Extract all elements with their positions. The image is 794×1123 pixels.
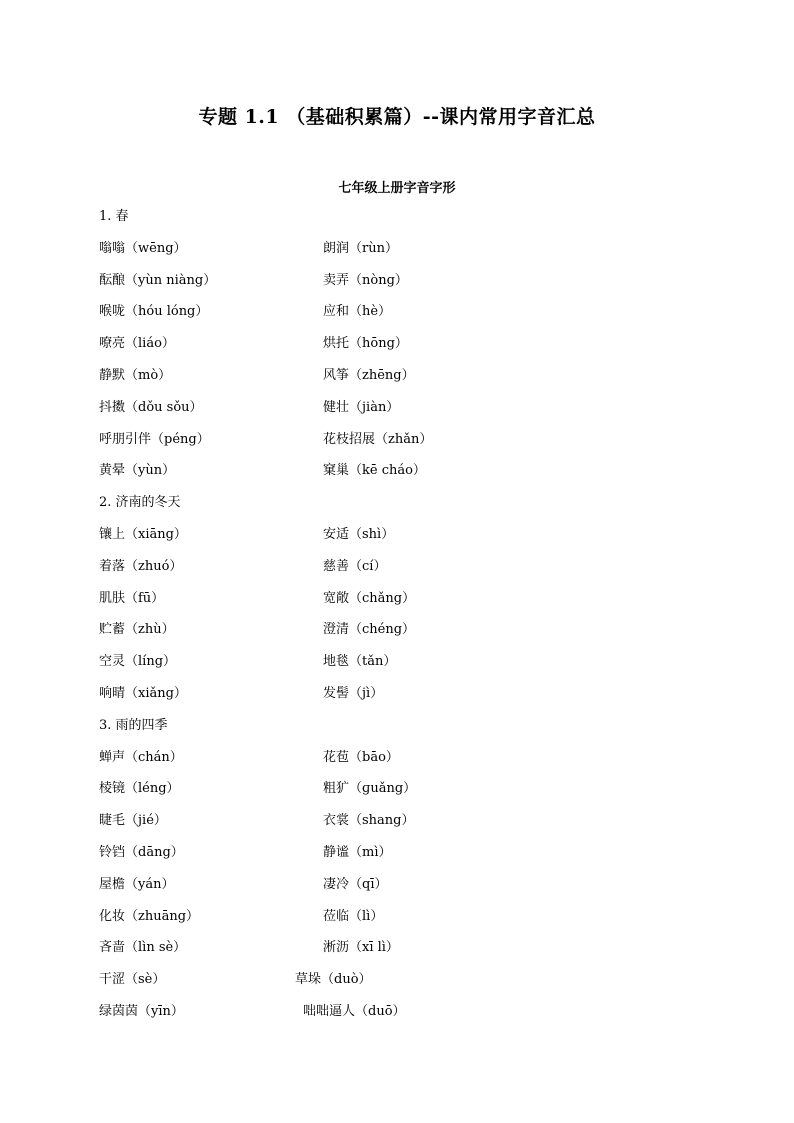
vocab-entry: 粗犷（ɡuǎng） <box>323 781 417 797</box>
vocab-row <box>99 619 719 651</box>
vocab-row <box>99 301 719 333</box>
vocab-row <box>99 270 719 302</box>
vocab-entry: 朗润（rùn） <box>323 240 398 256</box>
vocab-row <box>99 842 719 874</box>
vocab-entry: 宽敞（chǎng） <box>323 590 416 606</box>
section-heading: 2. 济南的冬天 <box>99 495 181 511</box>
vocab-row <box>99 651 719 683</box>
vocab-entry: 嗡嗡（wēng） <box>99 240 187 256</box>
vocab-entry: 淅沥（xī lì） <box>323 940 399 956</box>
section-heading: 3. 雨的四季 <box>99 717 168 733</box>
vocab-entry: 铃铛（dāng） <box>99 844 184 860</box>
vocab-entry: 卖弄（nòng） <box>323 272 408 288</box>
vocab-entry: 空灵（líng） <box>99 654 177 670</box>
vocab-entry: 静默（mò） <box>99 367 172 383</box>
vocab-entry: 草垛（duò） <box>295 972 372 988</box>
vocab-entry: 风筝（zhēng） <box>323 367 415 383</box>
page-title: 专题 1.1 （基础积累篇）--课内常用字音汇总 <box>198 106 596 128</box>
vocab-row <box>99 365 719 397</box>
vocab-entry: 发髻（jì） <box>323 685 384 701</box>
vocab-entry: 着落（zhuó） <box>99 558 183 574</box>
vocab-row <box>99 397 719 429</box>
vocab-entry: 静谧（mì） <box>323 844 392 860</box>
vocab-row <box>99 333 719 365</box>
section-heading: 1. 春 <box>99 209 129 224</box>
vocab-row <box>99 460 719 492</box>
vocab-entry: 安适（shì） <box>323 526 395 542</box>
vocab-entry: 慈善（cí） <box>323 558 387 574</box>
vocab-row <box>99 1001 719 1033</box>
vocab-row <box>99 810 719 842</box>
vocab-entry: 镶上（xiāng） <box>99 526 187 542</box>
vocab-entry: 肌肤（fū） <box>99 590 165 606</box>
vocab-entry: 嘹亮（liáo） <box>99 336 175 352</box>
vocab-entry: 绿茵茵（yīn） <box>99 1003 184 1019</box>
vocab-entry: 莅临（lì） <box>323 908 384 924</box>
vocab-entry: 干涩（sè） <box>99 972 166 988</box>
vocab-entry: 贮蓄（zhù） <box>99 622 175 638</box>
vocab-entry: 屋檐（yán） <box>99 876 175 892</box>
vocab-entry: 烘托（hōng） <box>323 336 408 352</box>
page-subtitle: 七年级上册字音字形 <box>338 181 456 196</box>
vocab-row <box>99 747 719 779</box>
vocab-row <box>99 906 719 938</box>
vocab-entry: 地毯（tǎn） <box>323 654 397 670</box>
vocab-row <box>99 429 719 461</box>
vocab-row <box>99 556 719 588</box>
vocab-entry: 应和（hè） <box>323 304 392 320</box>
vocab-entry: 睫毛（jié） <box>99 813 167 829</box>
vocab-row <box>99 238 719 270</box>
vocab-entry: 喉咙（hóu lóng） <box>99 304 209 320</box>
vocab-entry: 黄晕（yùn） <box>99 463 176 479</box>
vocab-entry: 衣裳（shang） <box>323 813 415 829</box>
vocab-row <box>99 524 719 556</box>
vocab-entry: 蝉声（chán） <box>99 749 183 765</box>
vocab-entry: 花枝招展（zhǎn） <box>323 431 433 447</box>
vocab-row <box>99 969 719 1001</box>
vocab-entry: 凄冷（qī） <box>323 876 388 892</box>
vocab-row <box>99 937 719 969</box>
vocab-entry: 棱镜（léng） <box>99 781 180 797</box>
vocab-entry: 抖擞（dǒu sǒu） <box>99 399 203 415</box>
vocab-row <box>99 588 719 620</box>
vocab-entry: 窠巢（kē cháo） <box>323 463 426 479</box>
vocab-entry: 酝酿（yùn niàng） <box>99 272 217 288</box>
vocab-entry: 响晴（xiǎng） <box>99 685 187 701</box>
vocab-entry: 咄咄逼人（duō） <box>303 1003 406 1019</box>
vocab-content <box>99 206 719 1033</box>
vocab-entry: 吝啬（lìn sè） <box>99 940 187 956</box>
vocab-entry: 呼朋引伴（péng） <box>99 431 210 447</box>
vocab-row <box>99 778 719 810</box>
vocab-entry: 花苞（bāo） <box>323 749 399 765</box>
vocab-row <box>99 874 719 906</box>
vocab-row <box>99 683 719 715</box>
vocab-entry: 健壮（jiàn） <box>323 399 400 415</box>
vocab-entry: 澄清（chéng） <box>323 622 416 638</box>
vocab-entry: 化妆（zhuāng） <box>99 908 200 924</box>
